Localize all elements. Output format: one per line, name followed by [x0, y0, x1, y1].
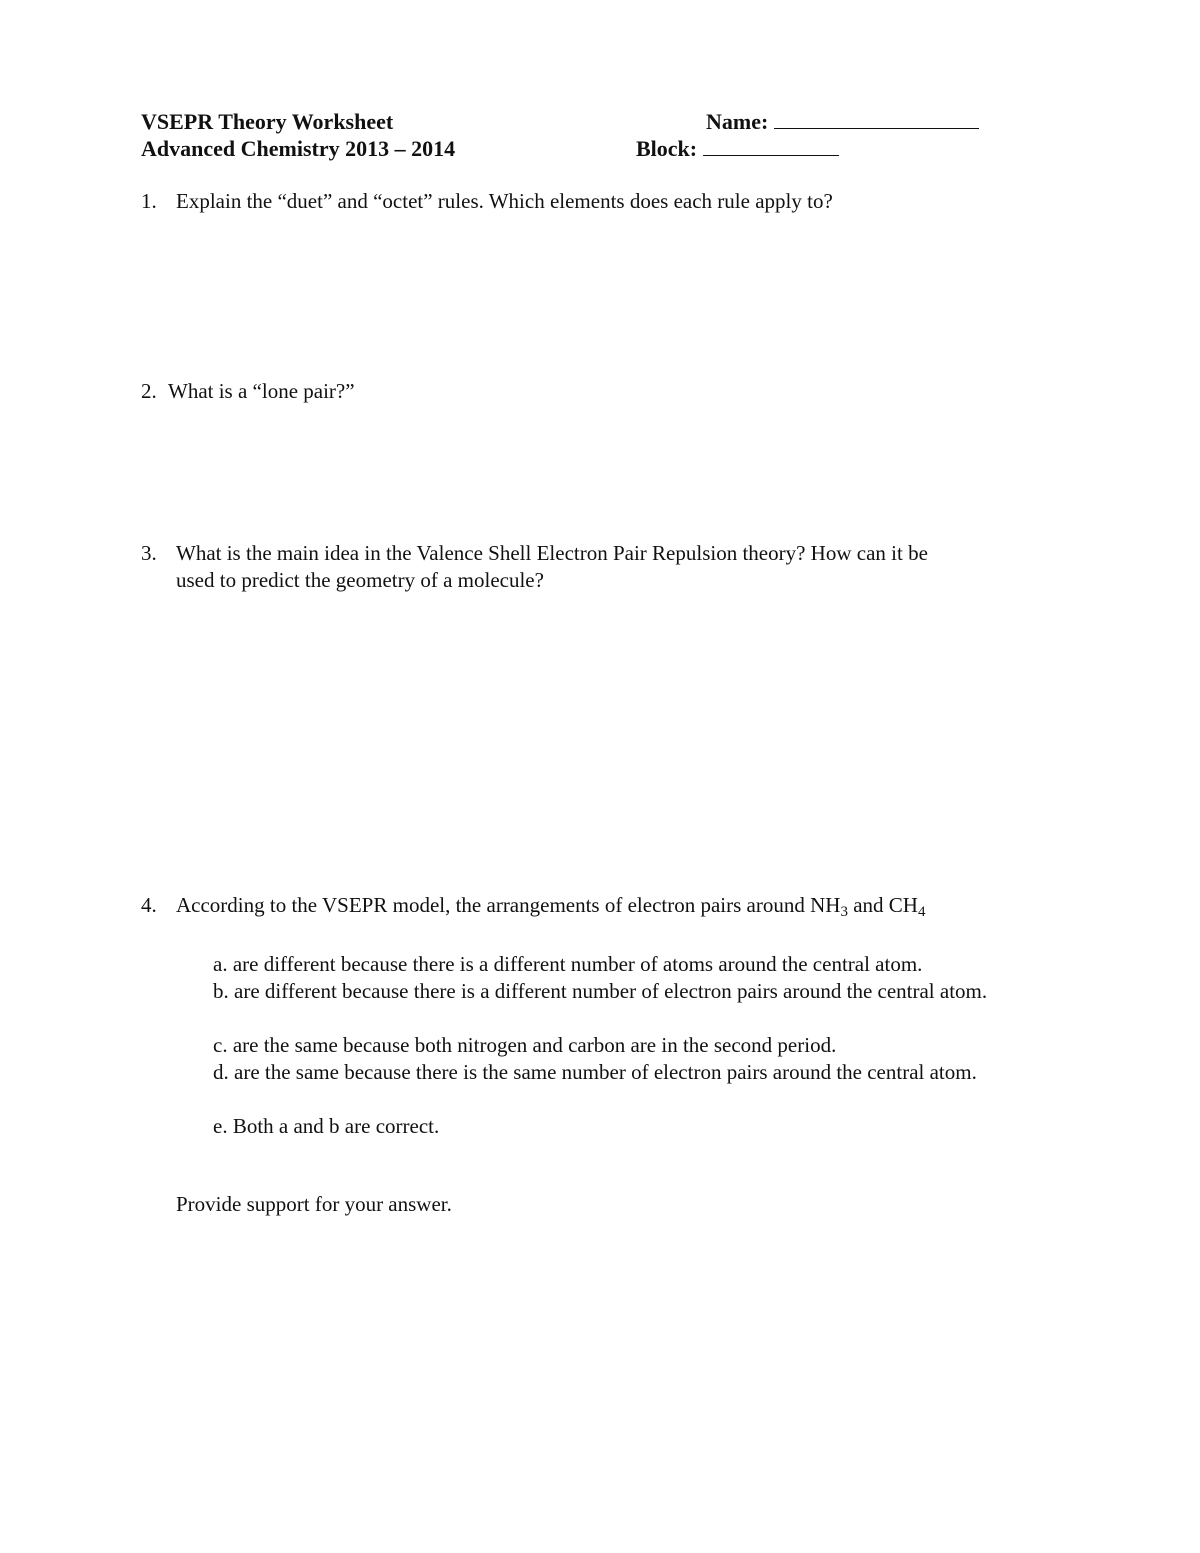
- name-blank[interactable]: [774, 110, 979, 129]
- option-e: e. Both a and b are correct.: [213, 1114, 440, 1138]
- question-3-text-line1: What is the main idea in the Valence Shell Electron Pair Repulsion theory? How can it be: [176, 541, 928, 565]
- option-c: c. are the same because both nitrogen and carbon are in the second period.: [213, 1033, 837, 1057]
- question-2-number: 2.: [141, 379, 157, 403]
- name-field[interactable]: [706, 109, 979, 135]
- course-title: Advanced Chemistry 2013 – 2014: [141, 136, 456, 161]
- option-a: a. are different because there is a different number of atoms around the central atom.: [213, 952, 923, 976]
- question-4-number: 4.: [141, 893, 157, 917]
- block-field[interactable]: [636, 136, 839, 162]
- question-4-text: [176, 892, 925, 919]
- option-d: d. are the same because there is the same number of electron pairs around the central atom.: [213, 1060, 977, 1084]
- option-b: b. are different because there is a different number of electron pairs around the central atom.: [213, 979, 988, 1003]
- question-4-text-mid: and CH: [847, 893, 918, 917]
- question-2-text: What is a “lone pair?”: [168, 379, 355, 403]
- name-label: Name:: [706, 109, 769, 134]
- question-4-text-start: According to the VSEPR model, the arrangements of electron pairs around NH: [176, 893, 841, 917]
- question-3-text-line2: used to predict the geometry of a molecule?: [176, 568, 544, 592]
- worksheet-title: VSEPR Theory Worksheet: [141, 109, 394, 134]
- block-label: Block:: [636, 136, 698, 161]
- question-1-text: Explain the “duet” and “octet” rules. Which elements does each rule apply to?: [176, 189, 833, 213]
- nh3-subscript: 3: [840, 904, 848, 920]
- question-1-number: 1.: [141, 189, 157, 213]
- question-4-followup: Provide support for your answer.: [176, 1192, 452, 1216]
- question-3-number: 3.: [141, 541, 157, 565]
- block-blank[interactable]: [703, 137, 839, 156]
- ch4-subscript: 4: [917, 904, 926, 920]
